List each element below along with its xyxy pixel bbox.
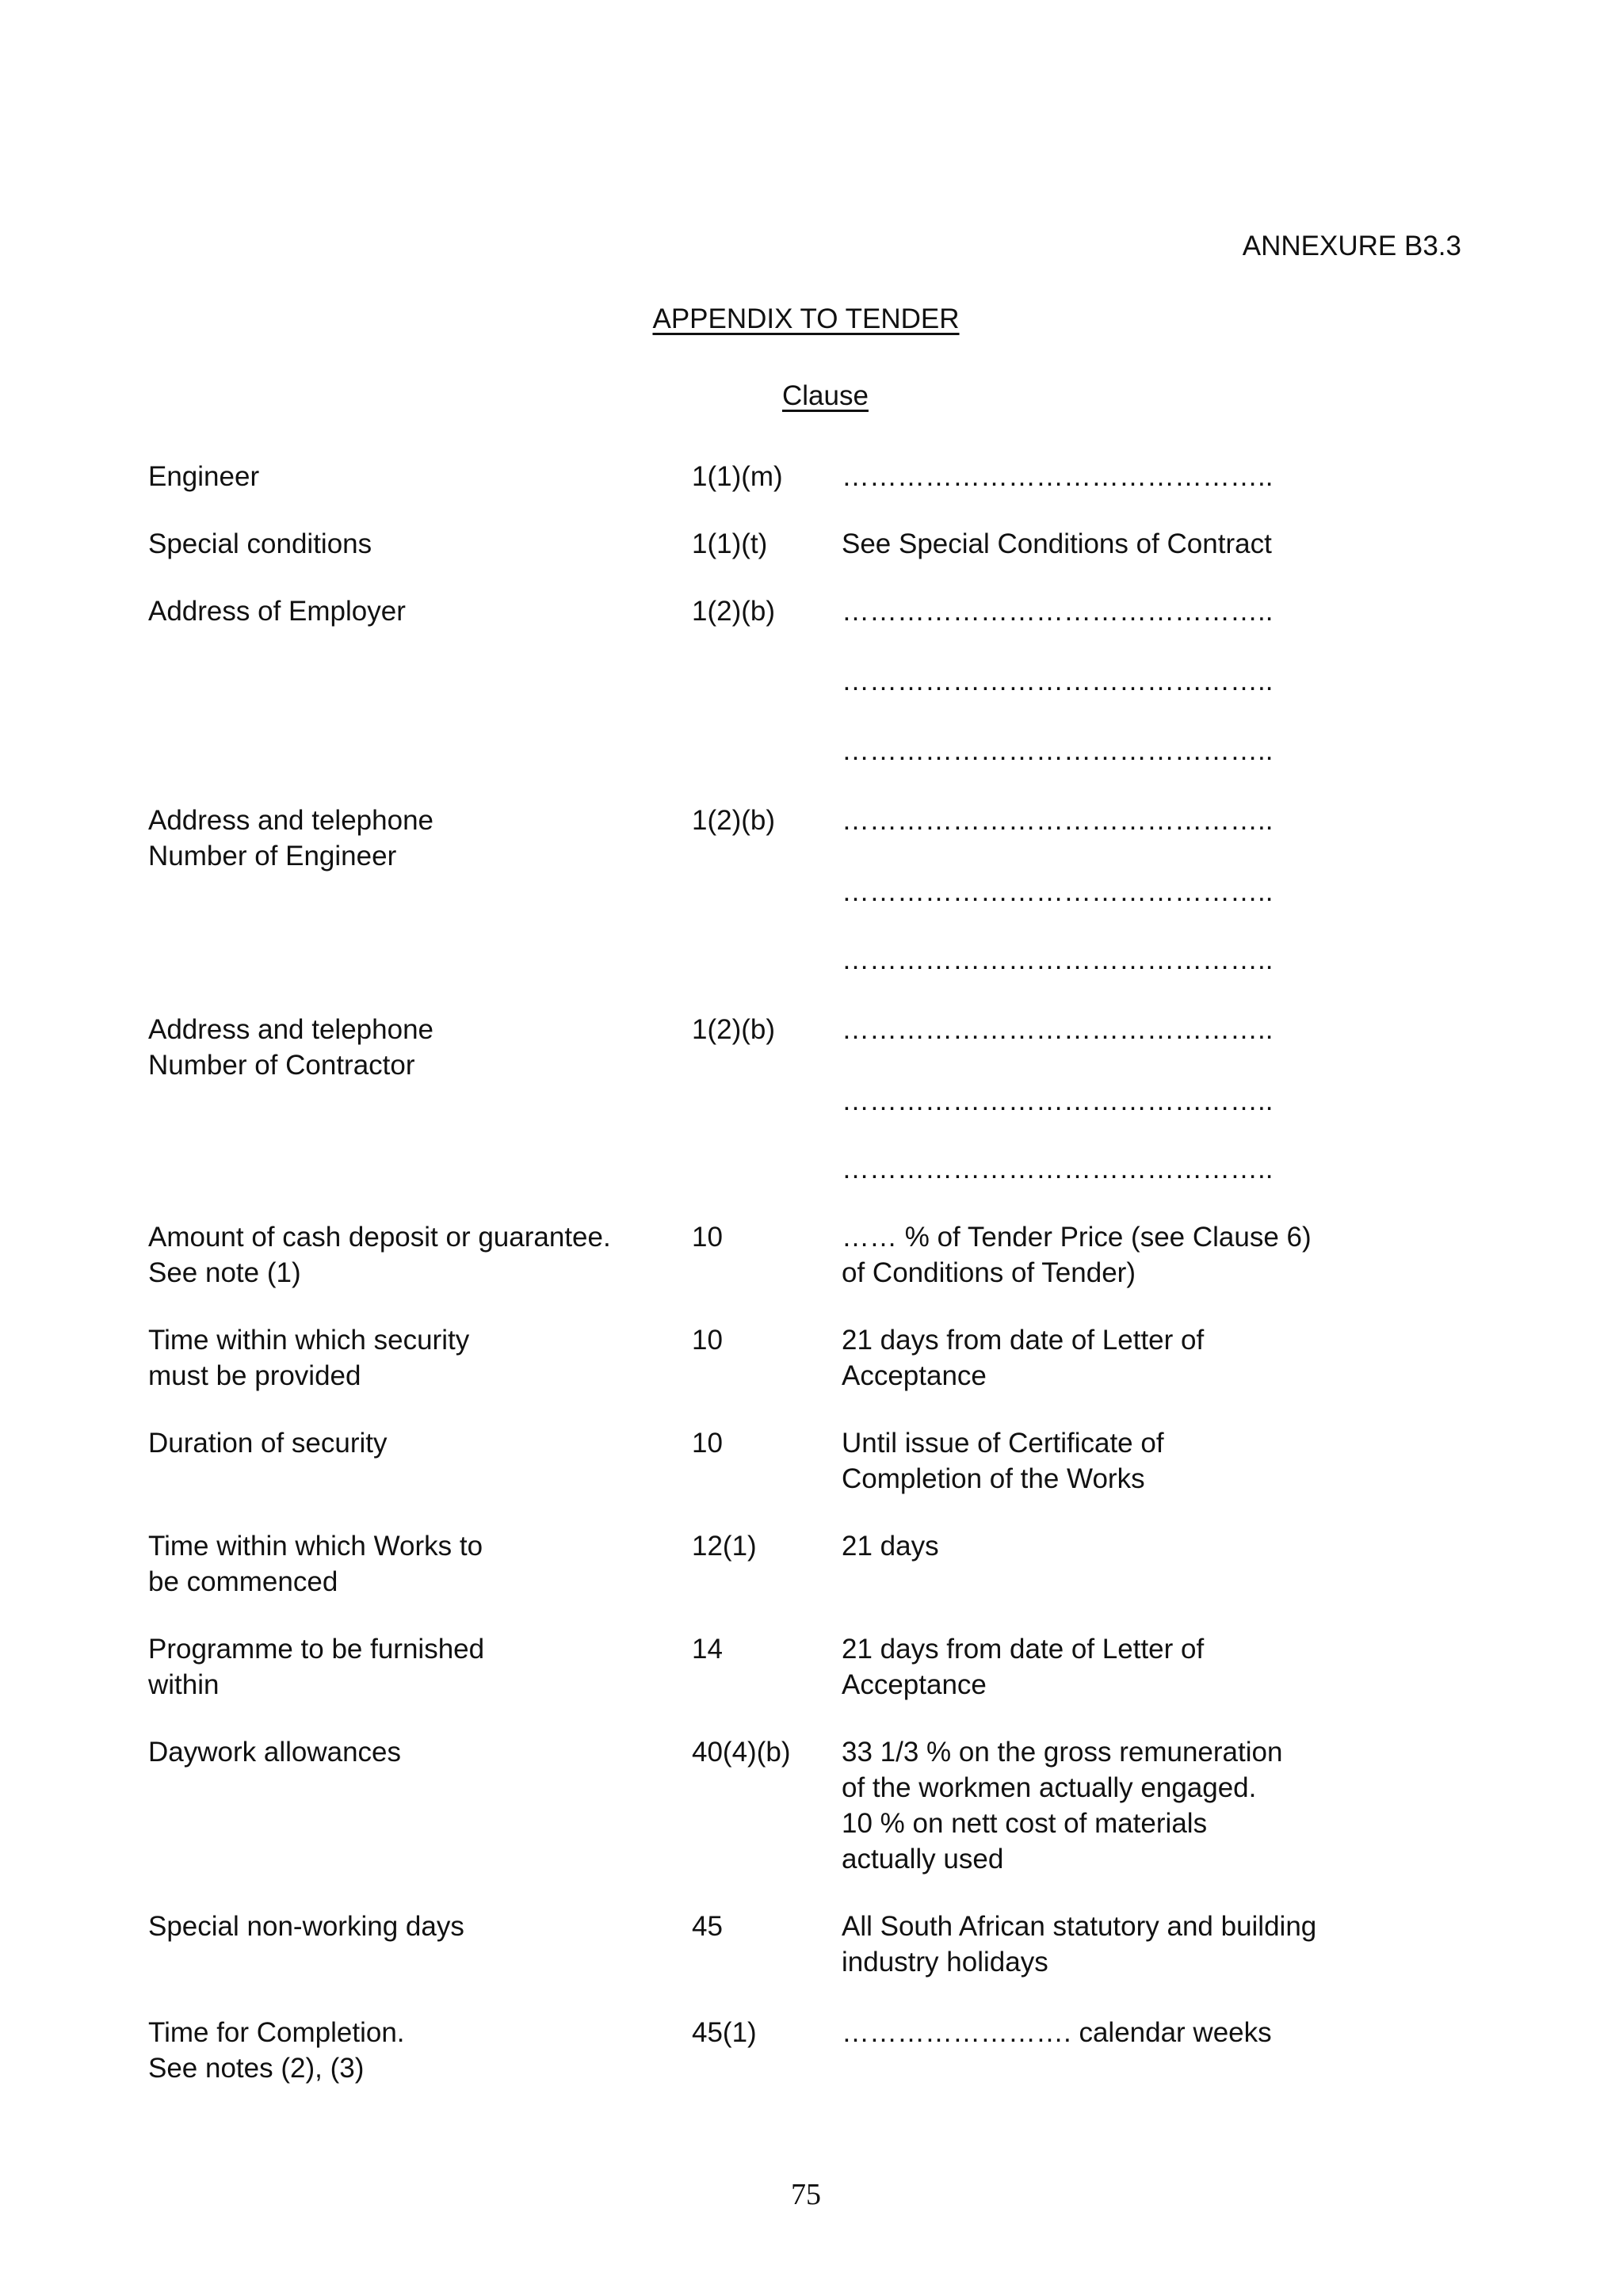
row-clause: 1(1)(m) — [692, 461, 783, 492]
row-label: Time within which security must be provided — [148, 1325, 470, 1391]
row-clause: 1(1)(t) — [692, 528, 768, 559]
row-clause: 1(2)(b) — [692, 805, 776, 836]
row-clause: 12(1) — [692, 1531, 757, 1562]
row-value: 21 days from date of Letter of Acceptance — [842, 1325, 1205, 1391]
table-row — [148, 1322, 1384, 1394]
table-row — [148, 803, 1384, 874]
row-value: …… % of Tender Price (see Clause 6) of Conditions of Tender) — [842, 1222, 1312, 1288]
row-clause — [692, 733, 842, 769]
row-value: 33 1/3 % on the gross remuneration of the workmen actually engaged. 10 % on nett cost of materials actually used — [842, 1737, 1283, 1875]
table-row — [148, 1012, 1384, 1083]
row-label: Time within which Works to be commenced — [148, 1531, 483, 1597]
table-row — [148, 526, 1384, 562]
row-clause: 10 — [692, 1428, 723, 1459]
row-clause — [692, 1083, 842, 1119]
row-label: Special conditions — [148, 528, 372, 559]
table-row — [148, 663, 1384, 699]
row-clause — [692, 942, 842, 978]
table-row — [148, 733, 1384, 769]
annexure-label: ANNEXURE B3.3 — [1242, 231, 1461, 261]
appendix-table — [148, 459, 1384, 2086]
row-label — [148, 1083, 692, 1119]
table-row — [148, 1909, 1384, 1980]
table-row — [148, 593, 1384, 629]
row-value: All South African statutory and building industry holidays — [842, 1911, 1317, 1978]
row-value: ……………………………………….. — [842, 735, 1274, 766]
table-row — [148, 1528, 1384, 1600]
row-value: ……………………………………….. — [842, 944, 1274, 975]
table-row — [148, 459, 1384, 494]
row-value: ……………………………………….. — [842, 596, 1274, 627]
clause-column-heading: Clause — [782, 380, 869, 411]
row-label: Amount of cash deposit or guarantee. See note (1) — [148, 1222, 611, 1288]
row-value: Until issue of Certificate of Completion of the Works — [842, 1428, 1164, 1494]
row-label — [148, 733, 692, 769]
row-label — [148, 874, 692, 910]
row-clause — [692, 663, 842, 699]
row-value: ……………………………………….. — [842, 1085, 1274, 1116]
row-clause: 45(1) — [692, 2017, 757, 2048]
row-label — [148, 1151, 692, 1187]
row-value: ……………………………………….. — [842, 666, 1274, 696]
row-clause: 14 — [692, 1634, 723, 1665]
row-value: ……………………………………….. — [842, 876, 1274, 907]
page-number: 75 — [791, 2178, 821, 2211]
row-label: Programme to be furnished within — [148, 1634, 485, 1700]
row-label: Time for Completion. See notes (2), (3) — [148, 2017, 405, 2084]
row-label: Daywork allowances — [148, 1737, 402, 1768]
table-row — [148, 1151, 1384, 1187]
row-value: ……………………………………….. — [842, 805, 1274, 836]
table-row — [148, 2015, 1384, 2086]
row-clause — [692, 874, 842, 910]
row-value: 21 days from date of Letter of Acceptance — [842, 1634, 1205, 1700]
row-label: Address of Employer — [148, 596, 406, 627]
row-label: Engineer — [148, 461, 260, 492]
row-label — [148, 663, 692, 699]
row-clause — [692, 1151, 842, 1187]
row-label: Address and telephone Number of Contractor — [148, 1014, 433, 1081]
row-value: ……………………………………….. — [842, 461, 1274, 492]
row-label — [148, 942, 692, 978]
row-clause: 40(4)(b) — [692, 1737, 791, 1768]
row-clause: 1(2)(b) — [692, 596, 776, 627]
table-row — [148, 1219, 1384, 1291]
row-value: See Special Conditions of Contract — [842, 528, 1272, 559]
row-value: ……………………. calendar weeks — [842, 2017, 1272, 2048]
row-clause: 10 — [692, 1222, 723, 1253]
page-title: APPENDIX TO TENDER — [652, 303, 960, 334]
row-value: ……………………………………….. — [842, 1154, 1274, 1184]
row-value: ……………………………………….. — [842, 1014, 1274, 1045]
row-clause: 45 — [692, 1911, 723, 1942]
row-label: Address and telephone Number of Engineer — [148, 805, 433, 871]
row-clause: 10 — [692, 1325, 723, 1356]
row-clause: 1(2)(b) — [692, 1014, 776, 1045]
row-label: Duration of security — [148, 1428, 388, 1459]
table-row — [148, 1734, 1384, 1877]
table-row — [148, 1083, 1384, 1119]
table-row — [148, 874, 1384, 910]
row-value: 21 days — [842, 1531, 939, 1562]
table-row — [148, 942, 1384, 978]
table-row — [148, 1631, 1384, 1703]
row-label: Special non-working days — [148, 1911, 464, 1942]
table-row — [148, 1425, 1384, 1497]
